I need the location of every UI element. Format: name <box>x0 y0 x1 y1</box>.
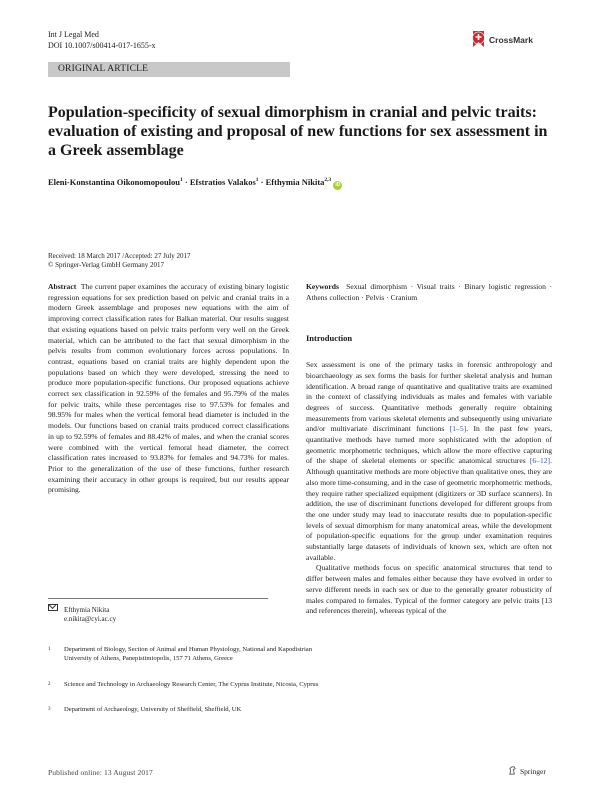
crossmark-icon <box>471 31 486 49</box>
abstract-text: The current paper examines the accuracy of existing binary logistic regression equations for sex prediction based on pelvic and cranial traits in a modern Greek assemblage and proposes new equations with the aim of improving correct classification rates for Balkan material. Our results suggest that existing equations based on pelvic traits perform very well on the Greek material, which can be attributed to the fact that sexual dimorphism in the pelvis results from common evolutionary forces across populations. In contrast, equations based on cranial traits are highly dependent upon the populations based on which they were developed, stressing the need to produce more population-specific functions. Our proposed equations achieve correct sex classification in 92.59% of the females and 95.79% of the males for pelvic traits, while these percentages rise to 97.53% for females and 98.95% for males when the vertical femoral head diameter is included in the models. Our functions based on cranial traits produced correct classifications in up to 92.59% of females and 88.42% of males, and when the cranial scores were combined with the vertical femoral head diameter, the correct classification rates increased to 93.83% for females and 94.73% for males. Prior to the generalization of the use of these functions, further research examining their accuracy in other groups is required, but our results appear promising. <box>48 282 289 495</box>
springer-horse-icon <box>508 766 517 777</box>
introduction-heading: Introduction <box>306 333 353 344</box>
publisher-logo <box>508 766 546 777</box>
paper-title: Population-specificity of sexual dimorphism in cranial and pelvic traits: evaluation of existing and proposal of new functions for sex assessment in a Greek assemblage <box>48 104 548 159</box>
affiliation-text: Department of Biology, Section of Animal and Human Physiology, National and Kapodistrian University of Athens, Panepistimiopolis, 157 71 Athens, Greece <box>64 646 313 662</box>
envelope-icon <box>48 604 58 611</box>
intro-paragraph-1 <box>306 360 552 563</box>
author-3[interactable]: Efthymia Nikita <box>265 177 325 187</box>
received-accepted: Received: 18 March 2017 /Accepted: 27 July 2017 <box>48 252 191 260</box>
author-2[interactable]: Efstratios Valakos <box>189 177 256 187</box>
affiliation-spacer <box>48 657 338 677</box>
correspondence-name: Efthymia Nikita <box>64 606 110 614</box>
crossmark-badge[interactable] <box>471 30 533 50</box>
keywords-label: Keywords <box>306 282 339 291</box>
abstract-column <box>48 282 289 496</box>
intro-paragraph-2: Qualitative methods focus on specific anatomical structures that tend to differ between males and females either because they have evolved in order to serve different needs in each sex or due to the generally greater robusticity of males compared to females. Typical of the former category are pelvic traits [13 and references therein], whereas typical of the <box>306 563 552 616</box>
citation-link[interactable]: [1–5] <box>449 424 467 434</box>
author-1-affil: 1 <box>180 177 183 184</box>
intro-text: . In the past few years, quantitative methods have turned more sophisticated with the adoption of geometric morphometric techniques, which allow the more effective capturing of the shape of skeletal elements or specific anatomical structures <box>306 424 552 466</box>
affiliation-text: Department of Archaeology, University of Sheffield, Sheffield, UK <box>64 706 242 713</box>
author-list <box>48 177 568 190</box>
crossmark-label: CrossMark <box>489 35 533 45</box>
keywords <box>306 282 552 303</box>
citation-link[interactable]: [6–12] <box>529 456 551 466</box>
abstract <box>48 282 289 496</box>
author-1[interactable]: Eleni-Konstantina Oikonomopoulou <box>48 177 181 187</box>
correspondence <box>48 604 116 624</box>
doi[interactable]: DOI 10.1007/s00414-017-1655-x <box>48 41 156 50</box>
abstract-label: Abstract <box>48 282 77 291</box>
correspondence-email[interactable]: e.nikita@cyi.ac.cy <box>64 615 117 623</box>
intro-text: Sex assessment is one of the primary tasks in forensic anthropology and bioarchaeology as sex forms the basis for further skeletal analysis and human identification. A broad range of quantitative and qualitative traits are examined in the context of classifying individuals as males and females with variable degrees of success. Quantitative methods generally require obtaining measurements from various skeletal elements and subsequently using univariate and/or multivariate discriminant functions <box>306 360 552 434</box>
author-3-affil: 2,3 <box>324 177 332 184</box>
body-column <box>306 282 552 617</box>
orcid-icon[interactable]: iD <box>335 182 341 188</box>
published-online: Published online: 13 August 2017 <box>48 768 153 777</box>
author-2-affil: 1 <box>255 177 259 184</box>
affiliation-number: 1 <box>48 647 51 652</box>
article-type-band <box>48 62 290 77</box>
footnote-divider <box>48 598 268 599</box>
copyright: © Springer-Verlag GmbH Germany 2017 <box>48 261 164 269</box>
affiliation-number: 3 <box>48 707 51 712</box>
author-separator: · <box>260 177 264 187</box>
article-type: ORIGINAL ARTICLE <box>58 64 149 74</box>
affiliation-number: 2 <box>48 682 51 687</box>
author-separator: · <box>184 177 188 187</box>
received-dates <box>48 252 191 270</box>
affiliation-text: Science and Technology in Archaeology Research Center, The Cyprus Institute, Nicosia, Cyprus <box>64 681 319 688</box>
keywords-text: Sexual dimorphism · Visual traits · Binary logistic regression · Athens collection · Pelvis · Cranium <box>306 282 553 302</box>
journal-name: Int J Legal Med <box>48 30 99 39</box>
affiliation-2 <box>48 681 338 701</box>
intro-text: . Although quantitative methods are more objective than qualitative ones, they are also more time-consuming, and in the case of geometric morphometric methods, they require rather specialized equipment (digitizers or 3D surface scanners). In addition, the use of discriminant functions developed for different groups from the one under study may lead to inaccurate results due to population-specific levels of sexual dimorphism for many anatomical areas, while the development of population-specific equations for the group under examination requires substantially large datasets of individuals of known sex, which are often not available. <box>306 456 552 562</box>
affiliation-3 <box>48 706 338 716</box>
publisher-name: Springer <box>520 767 546 776</box>
